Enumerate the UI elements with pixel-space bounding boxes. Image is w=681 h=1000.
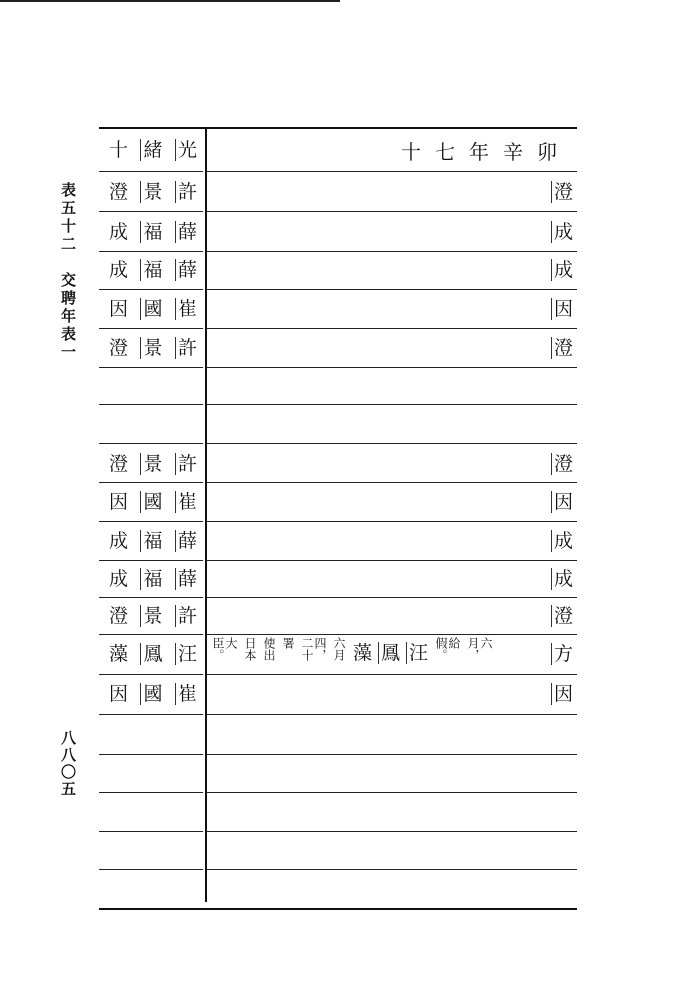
row-rule — [207, 674, 577, 675]
table-row-left — [101, 329, 203, 367]
entry-char: 成 — [551, 259, 573, 281]
name-char: 成 — [109, 259, 129, 281]
row-rule — [207, 754, 577, 755]
name-char: 藻 — [109, 643, 129, 665]
name-char: 景 — [140, 453, 162, 475]
name-char: 成 — [109, 530, 129, 552]
row-rule — [99, 831, 203, 832]
name-char: 澄 — [109, 337, 129, 359]
appointment-note — [211, 634, 575, 672]
table-row-left — [101, 290, 203, 328]
note-text: 六月 — [332, 637, 346, 661]
table-row-right — [551, 560, 573, 598]
name-char: 因 — [109, 683, 129, 705]
table-row-right — [551, 445, 573, 483]
note-text: 署 — [281, 637, 295, 649]
row-rule — [99, 367, 203, 368]
table-row-left — [101, 213, 203, 251]
table-row-left — [101, 251, 203, 289]
table-row-right — [551, 597, 573, 635]
name-char: 許 — [175, 605, 197, 627]
note-name-char: 鳳 — [378, 642, 400, 664]
name-char: 薛 — [175, 568, 197, 590]
table-row-left — [101, 675, 203, 713]
entry-char: 因 — [551, 491, 573, 513]
name-char: 澄 — [109, 181, 129, 203]
row-rule — [207, 597, 577, 598]
entry-char: 澄 — [551, 605, 573, 627]
entry-char: 澄 — [551, 337, 573, 359]
row-rule — [207, 367, 577, 368]
name-char: 澄 — [109, 453, 129, 475]
row-rule — [207, 792, 577, 793]
entry-char: 因 — [551, 298, 573, 320]
row-rule — [207, 521, 577, 522]
row-rule — [207, 289, 577, 290]
row-rule — [207, 443, 577, 444]
name-char: 景 — [140, 181, 162, 203]
note-text: 日本 — [243, 637, 257, 661]
entry-char: 方 — [551, 643, 573, 665]
entry-char: 成 — [551, 568, 573, 590]
table-row-right — [551, 675, 573, 713]
name-char: 崔 — [175, 683, 197, 705]
header-year: 十七年辛卯 — [401, 139, 571, 164]
table-top-rule — [99, 127, 577, 129]
name-char: 鳳 — [140, 643, 162, 665]
note-text: 六月， — [466, 637, 494, 661]
row-rule — [99, 211, 203, 212]
table-row-left — [101, 635, 203, 673]
row-rule — [99, 714, 203, 715]
name-char: 薛 — [175, 530, 197, 552]
entry-char: 因 — [551, 683, 573, 705]
row-rule — [207, 714, 577, 715]
row-rule — [99, 404, 203, 405]
page-number: 八八〇五 — [59, 730, 77, 798]
margin-title — [56, 182, 80, 362]
margin-title-part1: 表五十二 — [59, 182, 77, 254]
entry-char: 澄 — [551, 453, 573, 475]
column-divider — [205, 127, 207, 902]
name-char: 福 — [140, 221, 162, 243]
header-char: 緒 — [140, 139, 162, 161]
margin-title-part2: 交聘年表一 — [59, 272, 77, 362]
scan-edge-line — [0, 0, 340, 2]
name-char: 福 — [140, 530, 162, 552]
table-row-right — [551, 290, 573, 328]
entry-char: 澄 — [551, 181, 573, 203]
table-row-left — [101, 597, 203, 635]
row-rule — [99, 792, 203, 793]
header-char: 十 — [109, 139, 129, 161]
name-char: 國 — [140, 683, 162, 705]
row-rule — [99, 171, 203, 172]
name-char: 景 — [140, 337, 162, 359]
table-row-left — [101, 560, 203, 598]
header-char: 光 — [175, 139, 197, 161]
note-text: 使出 — [262, 637, 276, 661]
row-rule — [207, 211, 577, 212]
table-row-right — [551, 522, 573, 560]
row-rule — [207, 251, 577, 252]
table-row-right — [551, 329, 573, 367]
name-char: 成 — [109, 568, 129, 590]
name-char: 許 — [175, 181, 197, 203]
table-row-right — [551, 635, 573, 673]
name-char: 國 — [140, 298, 162, 320]
header-left-cell — [101, 131, 203, 169]
chronology-table — [99, 127, 577, 910]
name-char: 崔 — [175, 298, 197, 320]
row-rule — [207, 831, 577, 832]
name-char: 薛 — [175, 259, 197, 281]
name-char: 因 — [109, 491, 129, 513]
table-row-left — [101, 483, 203, 521]
name-char: 因 — [109, 298, 129, 320]
entry-char: 成 — [551, 530, 573, 552]
name-char: 崔 — [175, 491, 197, 513]
table-row-right — [551, 483, 573, 521]
name-char: 薛 — [175, 221, 197, 243]
row-rule — [207, 560, 577, 561]
name-char: 福 — [140, 259, 162, 281]
table-bottom-rule — [99, 908, 577, 910]
row-rule — [99, 869, 203, 870]
row-rule — [207, 404, 577, 405]
table-row-right — [551, 173, 573, 211]
note-text: 四，二十 — [300, 637, 327, 661]
note-text: 大臣。 — [211, 637, 238, 661]
entry-char: 成 — [551, 221, 573, 243]
note-name-char: 汪 — [406, 642, 428, 664]
name-char: 汪 — [175, 643, 197, 665]
row-rule — [207, 328, 577, 329]
row-rule — [207, 171, 577, 172]
name-char: 澄 — [109, 605, 129, 627]
name-char: 福 — [140, 568, 162, 590]
name-char: 成 — [109, 221, 129, 243]
row-rule — [207, 482, 577, 483]
table-row-right — [551, 213, 573, 251]
name-char: 景 — [140, 605, 162, 627]
note-name-char: 藻 — [353, 642, 373, 664]
table-row-left — [101, 445, 203, 483]
table-row-right — [551, 251, 573, 289]
table-row-left — [101, 522, 203, 560]
note-text: 給假。 — [434, 637, 462, 661]
name-char: 許 — [175, 337, 197, 359]
table-row-left — [101, 173, 203, 211]
row-rule — [99, 443, 203, 444]
name-char: 國 — [140, 491, 162, 513]
row-rule — [99, 754, 203, 755]
row-rule — [207, 869, 577, 870]
name-char: 許 — [175, 453, 197, 475]
